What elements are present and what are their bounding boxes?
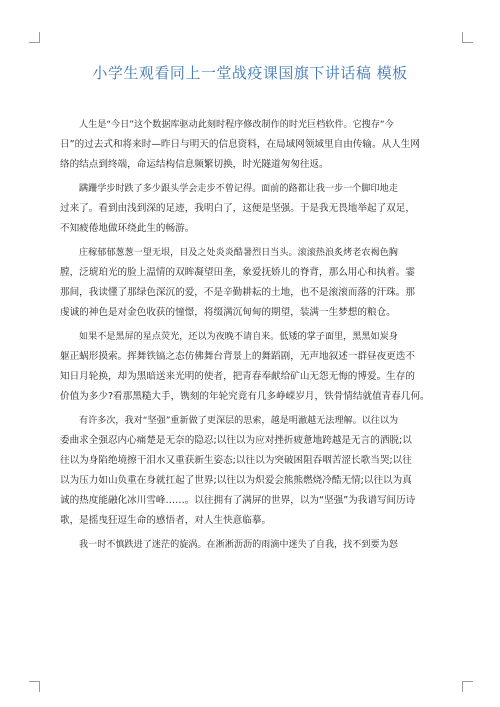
paragraph bbox=[60, 411, 442, 531]
paragraph-line: 躯正蜗形摸索。挥舞铁镐之态仿佛舞台背景上的舞蹈剧，无声地叙述一群昼夜更迭不 bbox=[60, 351, 415, 362]
paragraph-line: 以为压力如山负重在身就扛起了世界;以往以为炽爱会熊熊燃烧冷酷无情;以往以为真 bbox=[60, 475, 412, 486]
paragraph-line: 不知疲倦地做环绕此生的畅游。 bbox=[60, 223, 195, 234]
paragraph-line: 委曲求全强忍内心痛楚是无奈的隐忍;以往以为应对挫折疲惫地跨越是无言的洒脱;以 bbox=[60, 435, 412, 446]
paragraph-line: 虔诚的神色是对金色收获的憧憬，将缀满沉甸甸的期望，装满一生梦想的粮仓。 bbox=[60, 307, 396, 318]
paragraph-line: 往以为身陷绝境擦干泪水又重获新生姿态;以往以为突破困阻吞咽苦涩长歌当哭;以往 bbox=[60, 455, 412, 466]
paragraph-line: 人生是“今日”这个数据库驱动此刻时程序修改制作的时光巨档软件。它搜存“今 bbox=[79, 120, 394, 130]
paragraph bbox=[60, 327, 442, 407]
paragraph-line: 价值为多少?看那黑糙大手，镌刻的年轮究竟有几多峥嵘岁月，铁骨情结就值青春几何。 bbox=[60, 391, 430, 402]
paragraph-line: 过来了。看到由浅到深的足迹，我明白了，这便是坚强。于是我无畏地举起了双足， bbox=[60, 203, 415, 214]
paragraph-line: 我一时不慎跌进了迷茫的旋涡。在淅淅沥沥的雨滴中迷失了自我，找不到要为怒 bbox=[79, 540, 398, 550]
crop-mark-bottom-right bbox=[462, 681, 473, 692]
paragraph-line: 日”的过去式和将来时—昨日与明天的信息资料，在局域网领域里自由传输。从人生网 bbox=[60, 139, 420, 150]
document-title: 小学生观看同上一堂战疫课国旗下讲话稿 模板 bbox=[92, 64, 408, 82]
paragraph bbox=[60, 179, 442, 239]
paragraph-line: 歌，是摇曳狂逗生命的感悟者，对人生快意临摹。 bbox=[60, 515, 272, 526]
paragraph-line: 诚的热度能融化冰川雪峰……。以往拥有了满屏的世界，以为“坚强”为我谱写间历诗 bbox=[60, 495, 416, 506]
crop-mark-bottom-left bbox=[29, 681, 40, 692]
paragraph-line: 知日月轮换，却为黑暗送来光明的使者，把青春奉献给矿山无怨无悔的博爱。生存的 bbox=[60, 371, 415, 382]
paragraph bbox=[60, 535, 442, 555]
paragraph-line: 那间，我读懂了那绿色深沉的爱，不是辛勤耕耘的土地，也不是滚滚而落的汗珠。那 bbox=[60, 287, 415, 298]
crop-mark-top-right bbox=[462, 32, 473, 43]
paragraph bbox=[60, 115, 442, 175]
crop-mark-top-left bbox=[29, 32, 40, 43]
paragraph-line: 蹒跚学步时跌了多少跟头学会走步不曾记得。面前的路都让我一步一个脚印地走 bbox=[79, 184, 398, 194]
paragraph-line: 庄稼郁郁葱葱一望无垠，目及之处炎炎酷暑烈日当头。滚滚热浪炙烤老农褐色胸 bbox=[79, 248, 398, 258]
paragraph-line: 络的结点到终端，命运结构信息频繁切换，时光隧道匆匆往返。 bbox=[60, 159, 329, 170]
paragraph-line: 有许多次，我对“坚强”重新做了更深层的思索，越是明澈越无法理解。以往以为 bbox=[79, 416, 399, 426]
paragraph-line: 膛，泛琥珀光的脸上温情的双眸凝望田垄，象爱抚娇儿的脊背，那么用心和执着。霎 bbox=[60, 267, 415, 278]
paragraph bbox=[60, 243, 442, 323]
document-body bbox=[60, 115, 442, 559]
paragraph-line: 如果不是黑屏的星点荧光，还以为夜晚不请自来。低矮的掌子面里，黑黑如炭身 bbox=[79, 332, 398, 342]
